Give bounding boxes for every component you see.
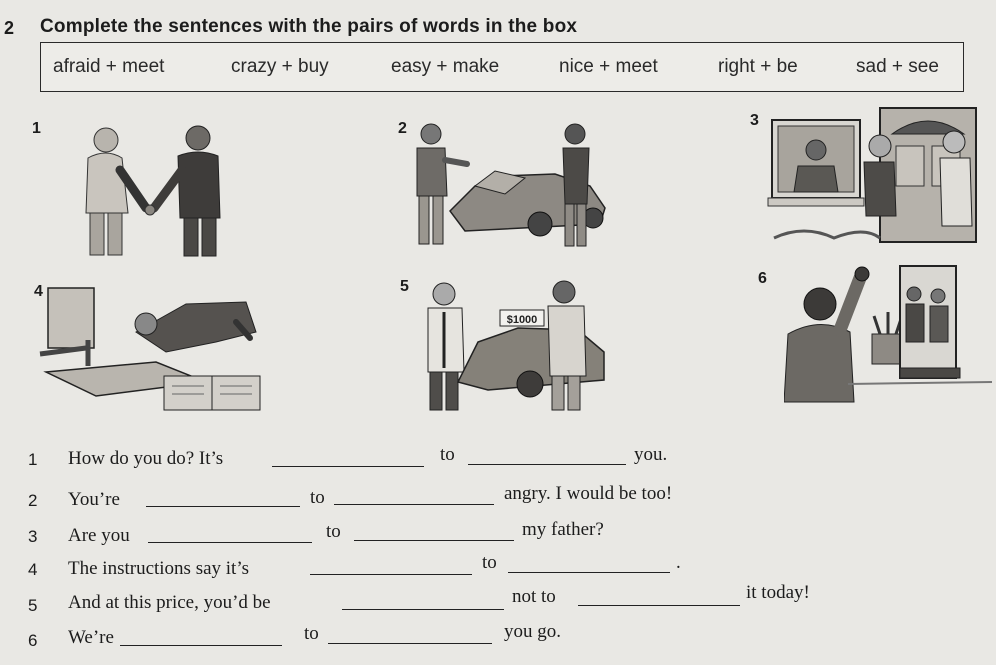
crashed-car-illustration [405,116,620,251]
answer-blank[interactable] [328,643,492,644]
waving-goodbye-illustration [784,264,992,404]
picture-number-2: 2 [398,120,407,137]
word-box [40,42,964,92]
picture-number-4: 4 [34,283,43,300]
sentence-text-middle: to [326,521,341,542]
handshake-illustration [60,118,240,258]
picture-number-3: 3 [750,112,759,129]
sentence-2 [28,483,928,517]
door-window-illustration [764,106,986,244]
sentence-1 [28,444,928,478]
sentence-6 [28,621,928,655]
sentence-number: 6 [28,631,38,650]
sentence-number: 3 [28,527,38,546]
answer-blank[interactable] [146,506,300,507]
answer-blank[interactable] [334,504,494,505]
sentence-number: 4 [28,560,38,579]
word-pair: nice + meet [559,56,658,77]
sentence-text-after: you. [634,444,668,465]
sentence-text-before: The instructions say it’s [68,558,250,579]
car-sale-illustration [408,272,620,412]
answer-blank[interactable] [468,464,626,465]
word-pair: sad + see [856,56,939,77]
sentence-text-middle: to [440,444,455,465]
sentence-text-after: . [676,552,681,573]
answer-blank[interactable] [354,540,514,541]
exercise-instruction: Complete the sentences with the pairs of words in the box [40,16,578,37]
answer-blank[interactable] [148,542,312,543]
picture-number-5: 5 [400,278,409,295]
price-tag-text: $1000 [506,314,538,326]
sentence-number: 5 [28,596,38,615]
word-pair: crazy + buy [231,56,329,77]
sentence-text-before: You’re [68,489,120,510]
furniture-assembly-illustration [36,282,268,412]
sentence-text-before: And at this price, you’d be [68,592,271,613]
sentence-text-middle: to [304,623,319,644]
sentence-number: 1 [28,450,38,469]
answer-blank[interactable] [310,574,472,575]
answer-blank[interactable] [272,466,424,467]
sentence-text-after: my father? [522,519,604,540]
sentence-text-after: angry. I would be too! [504,483,673,504]
sentence-text-middle: to [310,487,325,508]
word-pair: afraid + meet [53,56,165,77]
answer-blank[interactable] [578,605,740,606]
picture-number-1: 1 [32,120,41,137]
sentence-text-middle: not to [512,586,556,607]
sentence-text-before: Are you [68,525,130,546]
sentence-text-middle: to [482,552,497,573]
picture-number-6: 6 [758,270,767,287]
sentence-number: 2 [28,491,38,510]
exercise-number: 2 [4,18,15,38]
sentence-5 [28,582,928,620]
answer-blank[interactable] [120,645,282,646]
sentence-text-before: How do you do? It’s [68,448,224,469]
sentence-text-after: you go. [504,621,561,642]
sentence-3 [28,519,928,553]
answer-blank[interactable] [508,572,670,573]
word-pair: easy + make [391,56,500,77]
word-pair: right + be [718,56,798,77]
sentence-text-before: We’re [68,627,114,648]
answer-blank[interactable] [342,609,504,610]
sentence-text-after: it today! [746,582,810,603]
